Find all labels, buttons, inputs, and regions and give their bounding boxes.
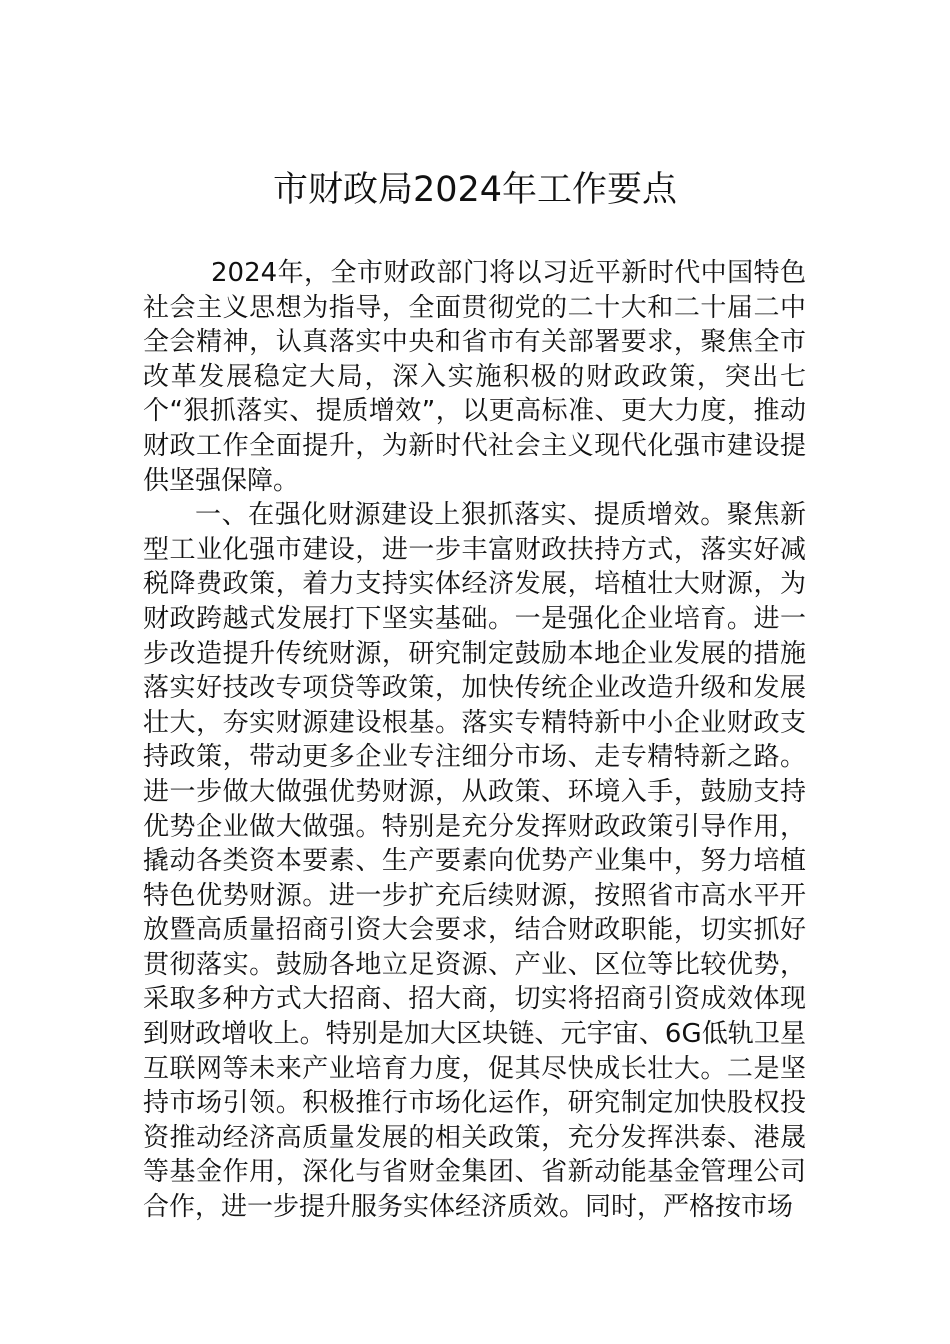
document-title: 市财政局2024年工作要点 [272,170,678,210]
paragraph-intro: 2024年，全市财政部门将以习近平新时代中国特色社会主义思想为指导，全面贯彻党的二十大和二十届二中全会精神，认真落实中央和省市有关部署要求，聚焦全市改革发展稳定大局，深入实施积极的财政政策，突出七个“狠抓落实、提质增效”，以更高标准、更大力度，推动财政工作全面提升，为新时代社会主义现代化强市建设提供坚强保障。 [143,258,806,496]
paragraph-section-one: 一、在强化财源建设上狠抓落实、提质增效。聚焦新型工业化强市建设，进一步丰富财政扶持方式，落实好减税降费政策，着力支持实体经济发展，培植壮大财源，为财政跨越式发展打下坚实基础。一是强化企业培育。进一步改造提升传统财源，研究制定鼓励本地企业发展的措施落实好技改专项贷等政策，加快传统企业改造升级和发展壮大，夯实财源建设根基。落实专精特新中小企业财政支持政策，带动更多企业专注细分市场、走专精特新之路。进一步做大做强优势财源，从政策、环境入手，鼓励支持优势企业做大做强。特别是充分发挥财政政策引导作用，撬动各类资本要素、生产要素向优势产业集中，努力培植特色优势财源。进一步扩充后续财源，按照省市高水平开放暨高质量招商引资大会要求，结合财政职能，切实抓好贯彻落实。鼓励各地立足资源、产业、区位等比较优势，采取多种方式大招商、招大商，切实将招商引资成效体现到财政增收上。特别是加大区块链、元宇宙、6G低轨卫星互联网等未来产业培育力度，促其尽快成长壮大。二是坚持市场引领。积极推行市场化运作，研究制定加快股权投资推动经济高质量发展的相关政策，充分发挥洪泰、港晟等基金作用，深化与省财金集团、省新动能基金管理公司合作，进一步提升服务实体经济质效。同时，严格按市场 [143,500,806,1223]
document-body [143,256,806,1225]
